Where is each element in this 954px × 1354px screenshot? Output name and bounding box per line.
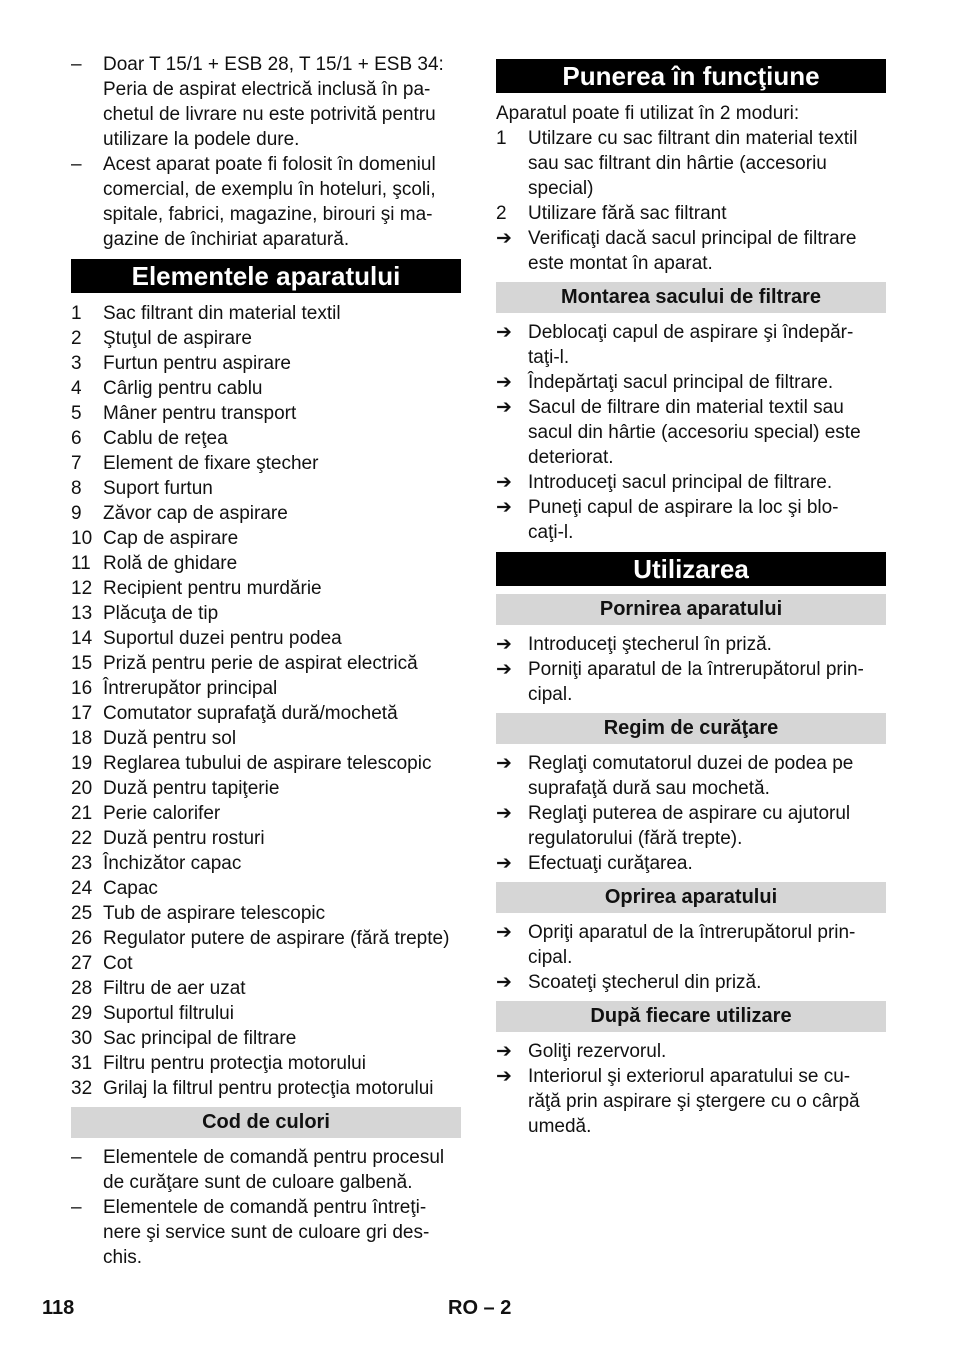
list-marker: 3 xyxy=(71,353,82,374)
text-line: Puneţi capul de aspirare la loc şi blo- xyxy=(528,497,839,518)
arrow-icon: ➔ xyxy=(496,497,512,518)
text-line: Suportul duzei pentru podea xyxy=(103,628,342,649)
text-line: Reglaţi comutatorul duzei de podea pe xyxy=(528,753,854,774)
list-item xyxy=(71,1195,461,1270)
list-marker: 30 xyxy=(71,1028,93,1049)
list-item xyxy=(71,676,461,701)
list-marker: 1 xyxy=(71,303,82,324)
list-item xyxy=(71,401,461,426)
list-item xyxy=(71,426,461,451)
text-line: Introduceţi sacul principal de filtrare. xyxy=(528,472,833,493)
text-line: spitale, fabrici, magazine, birouri şi ma- xyxy=(103,204,433,225)
list-marker: 11 xyxy=(71,553,91,574)
list-marker: – xyxy=(71,1147,82,1168)
text-line: Capac xyxy=(103,878,158,899)
subsection-heading: Regim de curăţare xyxy=(496,713,886,744)
text-line: Tub de aspirare telescopic xyxy=(103,903,326,924)
list-item xyxy=(71,751,461,776)
arrow-icon: ➔ xyxy=(496,659,512,680)
list-marker: 20 xyxy=(71,778,93,799)
list-marker: 14 xyxy=(71,628,93,649)
list-item xyxy=(71,601,461,626)
list-item xyxy=(71,951,461,976)
section-heading: Punerea în funcţiune xyxy=(496,59,886,93)
text-line: Duză pentru tapiţerie xyxy=(103,778,280,799)
subsection-heading: Montarea sacului de filtrare xyxy=(496,282,886,313)
list-marker: 26 xyxy=(71,928,93,949)
list-marker: 8 xyxy=(71,478,82,499)
text-line: nere şi service sunt de culoare gri des- xyxy=(103,1222,430,1243)
list-marker: 4 xyxy=(71,378,82,399)
list-item xyxy=(71,351,461,376)
arrow-icon: ➔ xyxy=(496,228,512,249)
list-marker: 2 xyxy=(496,203,507,224)
text-line: Deblocaţi capul de aspirare şi îndepăr- xyxy=(528,322,854,343)
text-line: Efectuaţi curăţarea. xyxy=(528,853,693,874)
subsection-heading: Pornirea aparatului xyxy=(496,594,886,625)
text-line: regulatorului (fără trepte). xyxy=(528,828,743,849)
text-line: Duză pentru sol xyxy=(103,728,237,749)
text-line: Reglarea tubului de aspirare telescopic xyxy=(103,753,432,774)
text-line: Porniţi aparatul de la întrerupătorul prin- xyxy=(528,659,864,680)
arrow-icon: ➔ xyxy=(496,922,512,943)
text-line: Interiorul şi exteriorul aparatului se cu- xyxy=(528,1066,851,1087)
list-marker: 9 xyxy=(71,503,82,524)
text-line: utilizare la podele dure. xyxy=(103,129,300,150)
arrow-icon: ➔ xyxy=(496,397,512,418)
text-line: deteriorat. xyxy=(528,447,614,468)
text-line: Verificaţi dacă sacul principal de filtrare xyxy=(528,228,857,249)
list-item xyxy=(496,495,886,545)
text-line: Scoateţi ştecherul din priză. xyxy=(528,972,762,993)
text-line: Întrerupător principal xyxy=(103,678,278,699)
text-line: Recipient pentru murdărie xyxy=(103,578,322,599)
text-line: Comutator suprafaţă dură/mochetă xyxy=(103,703,398,724)
list-marker: 7 xyxy=(71,453,82,474)
list-item xyxy=(71,326,461,351)
section-heading: Utilizarea xyxy=(496,552,886,586)
text-line: gazine de închiriat aparatură. xyxy=(103,229,350,250)
text-line: Rolă de ghidare xyxy=(103,553,238,574)
list-item xyxy=(71,1051,461,1076)
text-line: special) xyxy=(528,178,594,199)
text-line: Sac filtrant din material textil xyxy=(103,303,341,324)
text-line: Cârlig pentru cablu xyxy=(103,378,263,399)
text-line: cipal. xyxy=(528,947,573,968)
list-marker: 28 xyxy=(71,978,93,999)
text-line: Suportul filtrului xyxy=(103,1003,234,1024)
text-line: Zăvor cap de aspirare xyxy=(103,503,288,524)
list-item xyxy=(496,751,886,801)
list-marker: – xyxy=(71,1197,82,1218)
text-line: sacul din hârtie (accesoriu special) este xyxy=(528,422,861,443)
text-line: Filtru pentru protecţia motorului xyxy=(103,1053,366,1074)
list-marker: 25 xyxy=(71,903,93,924)
list-item xyxy=(496,201,886,226)
text-line: Elementele de comandă pentru întreţi- xyxy=(103,1197,427,1218)
list-item xyxy=(71,501,461,526)
list-item xyxy=(71,526,461,551)
list-item xyxy=(496,632,886,657)
list-item xyxy=(496,801,886,851)
list-item xyxy=(71,701,461,726)
list-marker: 23 xyxy=(71,853,93,874)
list-item xyxy=(71,376,461,401)
text-line: Filtru de aer uzat xyxy=(103,978,246,999)
text-line: Elementele de comandă pentru procesul xyxy=(103,1147,445,1168)
text-line: Acest aparat poate fi folosit în domeniul xyxy=(103,154,436,175)
list-item xyxy=(71,1076,461,1101)
arrow-icon: ➔ xyxy=(496,803,512,824)
section-heading: Elementele aparatului xyxy=(71,259,461,293)
list-item xyxy=(71,52,461,152)
list-marker: 24 xyxy=(71,878,93,899)
list-item xyxy=(71,826,461,851)
list-item xyxy=(71,851,461,876)
text-line: Doar T 15/1 + ESB 28, T 15/1 + ESB 34: xyxy=(103,54,444,75)
list-item xyxy=(496,370,886,395)
right-column xyxy=(496,52,886,1139)
text-line: Furtun pentru aspirare xyxy=(103,353,291,374)
text-line: Peria de aspirat electrică inclusă în pa- xyxy=(103,79,431,100)
text-line: Închizător capac xyxy=(103,853,242,874)
text-line: Plăcuţa de tip xyxy=(103,603,219,624)
list-marker: 10 xyxy=(71,528,93,549)
list-marker: 19 xyxy=(71,753,93,774)
list-item xyxy=(496,851,886,876)
list-item xyxy=(71,976,461,1001)
list-item xyxy=(71,451,461,476)
arrow-icon: ➔ xyxy=(496,972,512,993)
text-line: suprafaţă dură sau mochetă. xyxy=(528,778,770,799)
list-item xyxy=(71,1145,461,1195)
list-item xyxy=(71,1001,461,1026)
text-line: sau sac filtrant din hârtie (accesoriu xyxy=(528,153,827,174)
text-line: Perie calorifer xyxy=(103,803,221,824)
text-line: chetul de livrare nu este potrivită pentru xyxy=(103,104,436,125)
subsection-heading: Oprirea aparatului xyxy=(496,882,886,913)
text-line: Introduceţi ştecherul în priză. xyxy=(528,634,772,655)
arrow-icon: ➔ xyxy=(496,322,512,343)
list-marker: 17 xyxy=(71,703,93,724)
text-line: Utilizare fără sac filtrant xyxy=(528,203,727,224)
page-code: RO – 2 xyxy=(448,1297,512,1319)
list-item xyxy=(71,926,461,951)
subsection-heading: După fiecare utilizare xyxy=(496,1001,886,1032)
text-line: cipal. xyxy=(528,684,573,705)
text-line: Duză pentru rosturi xyxy=(103,828,265,849)
list-item xyxy=(496,226,886,276)
page-number: 118 xyxy=(42,1297,75,1319)
arrow-icon: ➔ xyxy=(496,753,512,774)
text-line: taţi-l. xyxy=(528,347,570,368)
text-line: caţi-l. xyxy=(528,522,574,543)
text-line: umedă. xyxy=(528,1116,592,1137)
paragraph xyxy=(496,101,886,126)
arrow-icon: ➔ xyxy=(496,472,512,493)
list-marker: 2 xyxy=(71,328,82,349)
list-marker: 5 xyxy=(71,403,82,424)
list-marker: 18 xyxy=(71,728,93,749)
list-marker: 16 xyxy=(71,678,93,699)
arrow-icon: ➔ xyxy=(496,1066,512,1087)
list-item xyxy=(496,1039,886,1064)
text-line: Grilaj la filtrul pentru protecţia motorului xyxy=(103,1078,434,1099)
list-item xyxy=(496,320,886,370)
text-line: Regulator putere de aspirare (fără trepte) xyxy=(103,928,450,949)
list-item xyxy=(71,551,461,576)
text-line: Sac principal de filtrare xyxy=(103,1028,297,1049)
text-line: comercial, de exemplu în hoteluri, şcoli, xyxy=(103,179,436,200)
text-line: Opriţi aparatul de la întrerupătorul prin- xyxy=(528,922,856,943)
list-item xyxy=(71,576,461,601)
list-item xyxy=(71,1026,461,1051)
left-column xyxy=(71,52,461,1270)
list-marker: 6 xyxy=(71,428,82,449)
text-line: Sacul de filtrare din material textil sau xyxy=(528,397,844,418)
text-line: Goliţi rezervorul. xyxy=(528,1041,667,1062)
text-line: Îndepărtaţi sacul principal de filtrare. xyxy=(528,372,834,393)
list-item xyxy=(71,152,461,252)
list-item xyxy=(71,876,461,901)
text-line: Utilzare cu sac filtrant din material textil xyxy=(528,128,858,149)
list-item xyxy=(71,476,461,501)
text-line: chis. xyxy=(103,1247,143,1268)
list-marker: – xyxy=(71,154,82,175)
list-marker: 32 xyxy=(71,1078,93,1099)
text-line: Mâner pentru transport xyxy=(103,403,297,424)
list-item xyxy=(496,970,886,995)
list-item xyxy=(71,901,461,926)
text-line: Aparatul poate fi utilizat în 2 moduri: xyxy=(496,103,800,124)
list-item xyxy=(496,395,886,470)
arrow-icon: ➔ xyxy=(496,853,512,874)
arrow-icon: ➔ xyxy=(496,634,512,655)
arrow-icon: ➔ xyxy=(496,372,512,393)
list-marker: 15 xyxy=(71,653,93,674)
text-line: de curăţare sunt de culoare galbenă. xyxy=(103,1172,413,1193)
list-marker: 27 xyxy=(71,953,93,974)
list-marker: 29 xyxy=(71,1003,93,1024)
text-line: Priză pentru perie de aspirat electrică xyxy=(103,653,418,674)
text-line: Cablu de reţea xyxy=(103,428,228,449)
subsection-heading: Cod de culori xyxy=(71,1107,461,1138)
text-line: Suport furtun xyxy=(103,478,213,499)
list-item xyxy=(496,470,886,495)
text-line: Cot xyxy=(103,953,133,974)
list-item xyxy=(496,657,886,707)
list-marker: 12 xyxy=(71,578,93,599)
list-marker: 13 xyxy=(71,603,93,624)
list-item xyxy=(71,651,461,676)
text-line: Cap de aspirare xyxy=(103,528,239,549)
list-item xyxy=(71,301,461,326)
list-item xyxy=(496,126,886,201)
list-marker: 31 xyxy=(71,1053,93,1074)
text-line: este montat în aparat. xyxy=(528,253,713,274)
list-item xyxy=(71,776,461,801)
arrow-icon: ➔ xyxy=(496,1041,512,1062)
list-item xyxy=(71,626,461,651)
list-item xyxy=(71,801,461,826)
list-marker: 1 xyxy=(496,128,507,149)
list-item xyxy=(496,1064,886,1139)
list-marker: 21 xyxy=(71,803,93,824)
text-line: Ştuţul de aspirare xyxy=(103,328,252,349)
list-marker: – xyxy=(71,54,82,75)
text-line: răţă prin aspirare şi ştergere cu o cârpă xyxy=(528,1091,860,1112)
list-item xyxy=(496,920,886,970)
text-line: Reglaţi puterea de aspirare cu ajutorul xyxy=(528,803,851,824)
list-item xyxy=(71,726,461,751)
list-marker: 22 xyxy=(71,828,93,849)
text-line: Element de fixare ştecher xyxy=(103,453,319,474)
